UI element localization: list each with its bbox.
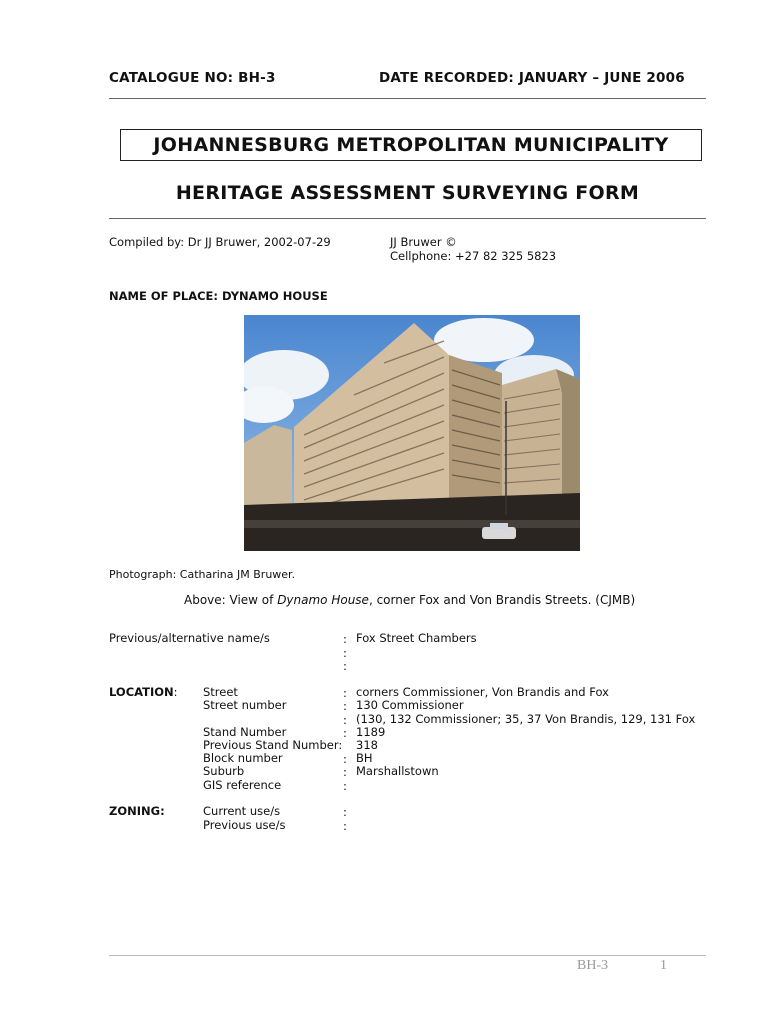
catalogue-number: CATALOGUE NO: BH-3 xyxy=(109,70,276,86)
colon: : xyxy=(343,646,347,660)
colon: : xyxy=(343,819,347,833)
form-subtitle: HERITAGE ASSESSMENT SURVEYING FORM xyxy=(175,182,640,204)
photo-caption xyxy=(184,593,635,607)
stand-number-value: 1189 xyxy=(356,725,386,739)
street-number-detail: (130, 132 Commissioner; 35, 37 Von Brandis, 129, 131 Fox xyxy=(356,712,696,726)
street-number-label: Street number xyxy=(203,698,287,712)
title-divider xyxy=(109,218,706,219)
current-use-label: Current use/s xyxy=(203,804,281,818)
colon: : xyxy=(343,805,347,819)
street-number-value: 130 Commissioner xyxy=(356,698,464,712)
footer-divider xyxy=(109,955,706,956)
header-divider xyxy=(109,98,706,99)
footer-code: BH-3 xyxy=(577,958,609,973)
previous-names-value: Fox Street Chambers xyxy=(356,631,477,645)
location-heading: LOCATION: xyxy=(109,685,178,699)
previous-stand-label: Previous Stand Number: xyxy=(203,738,343,752)
gis-reference-label: GIS reference xyxy=(203,778,282,792)
colon: : xyxy=(343,713,347,727)
author-credit: JJ Bruwer © xyxy=(390,235,457,249)
suburb-label: Suburb xyxy=(203,764,245,778)
date-recorded: DATE RECORDED: JANUARY – JUNE 2006 xyxy=(379,70,685,86)
street-label: Street xyxy=(203,685,238,699)
previous-stand-value: 318 xyxy=(356,738,378,752)
place-name: NAME OF PLACE: DYNAMO HOUSE xyxy=(109,289,328,303)
cellphone: Cellphone: +27 82 325 5823 xyxy=(390,249,557,263)
caption-building-name: Dynamo House xyxy=(277,593,369,607)
caption-prefix: Above: View of xyxy=(184,593,278,607)
photo-credit: Photograph: Catharina JM Bruwer. xyxy=(109,568,296,581)
caption-suffix: , corner Fox and Von Brandis Streets. (CJMB) xyxy=(368,593,636,607)
colon: : xyxy=(343,779,347,793)
zoning-heading: ZONING: xyxy=(109,804,165,818)
previous-names-label: Previous/alternative name/s xyxy=(109,631,270,645)
colon: : xyxy=(343,765,347,779)
page-title: JOHANNESBURG METROPOLITAN MUNICIPALITY xyxy=(120,129,702,161)
colon: : xyxy=(343,686,347,700)
stand-number-label: Stand Number xyxy=(203,725,287,739)
colon: : xyxy=(343,659,347,673)
compiled-by: Compiled by: Dr JJ Bruwer, 2002-07-29 xyxy=(109,235,331,249)
page-number: 1 xyxy=(660,958,667,973)
colon: : xyxy=(343,699,347,713)
block-number-value: BH xyxy=(356,751,373,765)
colon: : xyxy=(343,752,347,766)
suburb-value: Marshallstown xyxy=(356,764,439,778)
street-value: corners Commissioner, Von Brandis and Fox xyxy=(356,685,609,699)
previous-use-label: Previous use/s xyxy=(203,818,286,832)
block-number-label: Block number xyxy=(203,751,283,765)
colon: : xyxy=(343,632,347,646)
building-photo xyxy=(244,315,580,551)
colon: : xyxy=(343,726,347,740)
